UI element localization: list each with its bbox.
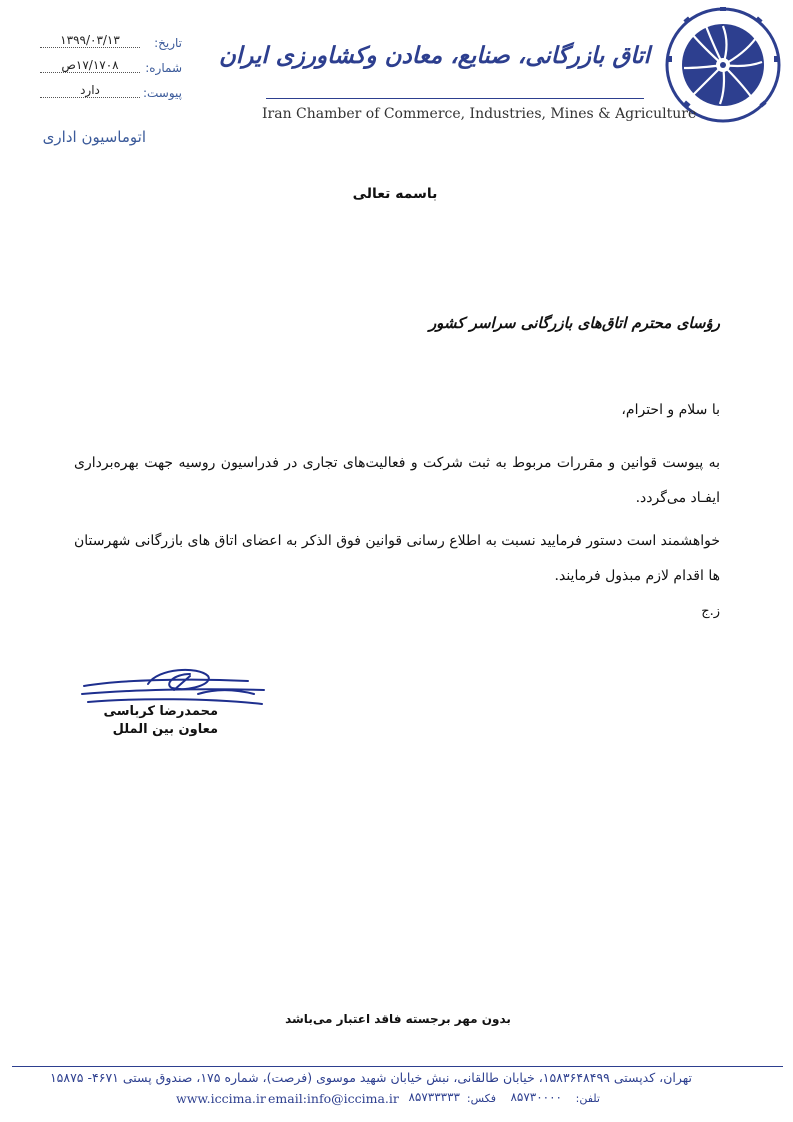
- footer-phone-value: ۸۵۷۳۰۰۰۰: [510, 1090, 562, 1104]
- recipient: رؤسای محترم اتاق‌های بازرگانی سراسر کشور: [428, 314, 720, 332]
- number-label: شماره:: [145, 61, 182, 75]
- signer-name: محمدرضا کرباسی: [103, 704, 218, 719]
- paragraph-2: خواهشمند است دستور فرمایید نسبت به اطلاع رسانی قوانین فوق الذکر به اعضای اتاق های بازرگانی شهرستان ها اقدام لازم مبذول فرمایند.: [74, 533, 720, 584]
- stamp-note: بدون مهر برجسته فاقد اعتبار می‌باشد: [285, 1012, 511, 1026]
- footer-email[interactable]: email:info@iccima.ir: [268, 1091, 399, 1106]
- footer-fax-label: فکس:: [466, 1092, 496, 1105]
- invocation: باسمه تعالی: [352, 186, 438, 202]
- footer-divider: [12, 1066, 783, 1067]
- greeting: با سلام و احترام،: [621, 402, 720, 418]
- footer-website[interactable]: www.iccima.ir: [176, 1091, 266, 1106]
- initials: ز.ج: [701, 604, 720, 619]
- number-value: ۱۷/۱۷۰۸ص: [40, 58, 140, 73]
- paragraph-1: به پیوست قوانین و مقررات مربوط به ثبت شرکت و فعالیت‌های تجاری در فدراسیون روسیه جهت بهره‌برداری ایفـاد می‌گردد.: [74, 455, 720, 506]
- header-divider: [266, 98, 644, 99]
- signer-title: معاون بین الملل: [112, 722, 218, 737]
- system-note: اتوماسیون اداری: [42, 128, 146, 146]
- date-label: تاریخ:: [154, 36, 182, 50]
- org-name-fa: اتاق بازرگانی، صنایع، معادن وکشاورزی ایران: [218, 42, 650, 69]
- attachment-label: پیوست:: [142, 86, 182, 100]
- org-name-en: Iran Chamber of Commerce, Industries, Mines & Agriculture: [262, 106, 697, 122]
- footer-phone-label: تلفن:: [575, 1092, 600, 1105]
- date-value: ۱۳۹۹/۰۳/۱۳: [40, 33, 140, 48]
- attachment-value: دارد: [40, 83, 140, 98]
- footer-fax-value: ۸۵۷۳۳۳۳۳: [408, 1090, 460, 1104]
- footer-address: تهران، کدپستی ۱۵۸۳۶۴۸۴۹۹، خیابان طالقانی، نبش خیابان شهید موسوی (فرصت)، شماره ۱۷۵، صندوق پستی ۴۶۷۱- ۱۵۸۷۵: [49, 1070, 692, 1085]
